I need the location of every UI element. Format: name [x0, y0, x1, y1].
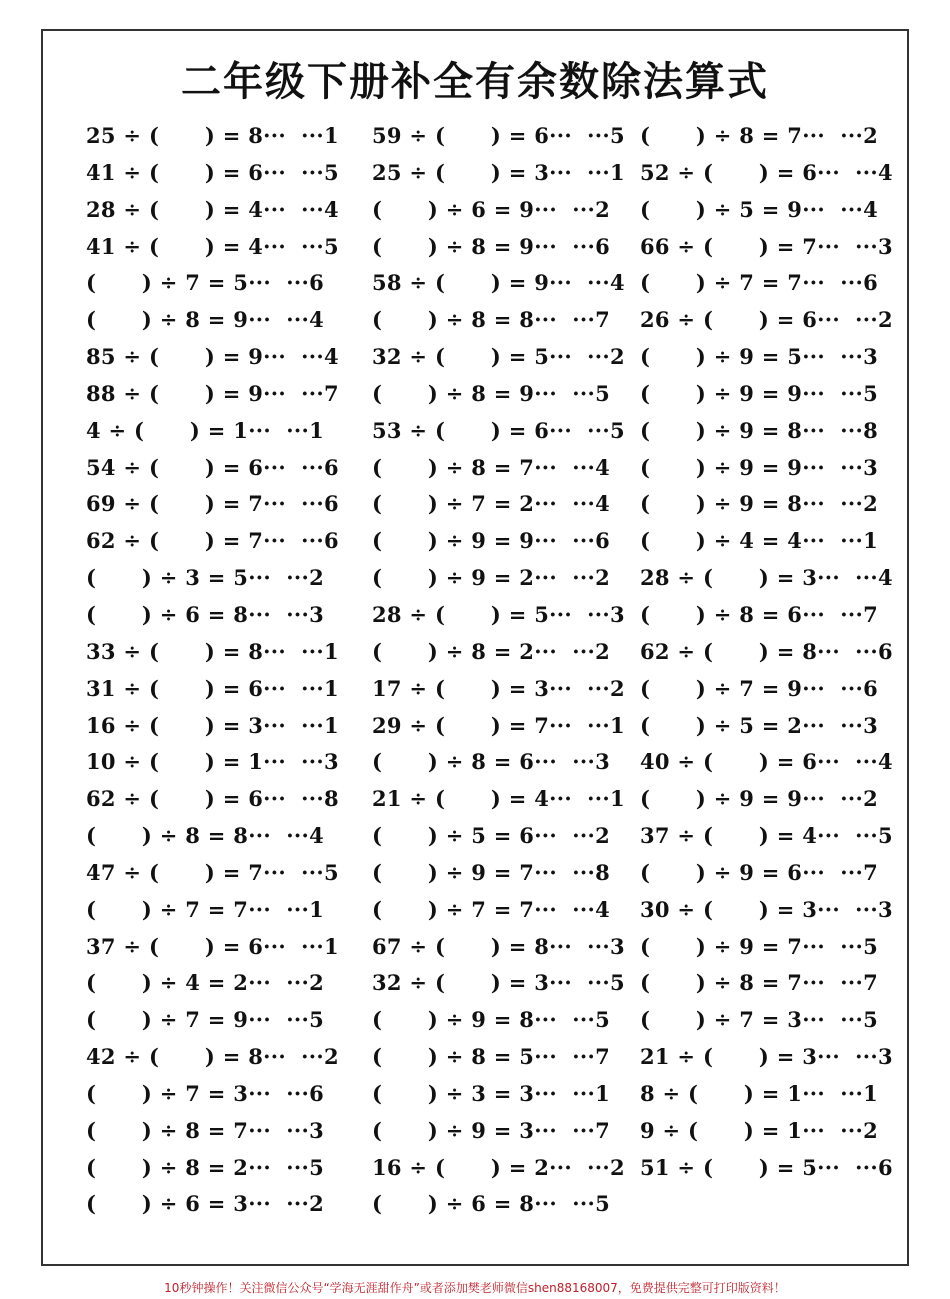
division-problem: ( ) ÷ 7 = 3··· ···6: [86, 1080, 324, 1106]
division-problem: ( ) ÷ 8 = 7··· ···3: [86, 1117, 324, 1143]
division-problem: ( ) ÷ 6 = 9··· ···2: [372, 196, 610, 222]
division-problem: 37 ÷ ( ) = 4··· ···5: [640, 823, 893, 849]
division-problem: ( ) ÷ 9 = 5··· ···3: [640, 344, 878, 370]
division-problem: ( ) ÷ 7 = 7··· ···4: [372, 896, 610, 922]
division-problem: 17 ÷ ( ) = 3··· ···2: [372, 675, 625, 701]
division-problem: ( ) ÷ 9 = 9··· ···2: [640, 786, 878, 812]
division-problem: 62 ÷ ( ) = 7··· ···6: [86, 528, 339, 554]
division-problem: ( ) ÷ 6 = 8··· ···3: [86, 601, 324, 627]
division-problem: 25 ÷ ( ) = 3··· ···1: [372, 159, 625, 185]
division-problem: 47 ÷ ( ) = 7··· ···5: [86, 859, 339, 885]
division-problem: 52 ÷ ( ) = 6··· ···4: [640, 159, 893, 185]
division-problem: ( ) ÷ 9 = 9··· ···3: [640, 454, 878, 480]
division-problem: 51 ÷ ( ) = 5··· ···6: [640, 1154, 893, 1180]
division-problem: ( ) ÷ 5 = 6··· ···2: [372, 823, 610, 849]
division-problem: ( ) ÷ 8 = 7··· ···4: [372, 454, 610, 480]
division-problem: ( ) ÷ 8 = 2··· ···5: [86, 1154, 324, 1180]
division-problem: 42 ÷ ( ) = 8··· ···2: [86, 1044, 339, 1070]
division-problem: ( ) ÷ 9 = 9··· ···5: [640, 380, 878, 406]
division-problem: 16 ÷ ( ) = 3··· ···1: [86, 712, 339, 738]
division-problem: 40 ÷ ( ) = 6··· ···4: [640, 749, 893, 775]
division-problem: 28 ÷ ( ) = 5··· ···3: [372, 601, 625, 627]
division-problem: ( ) ÷ 4 = 2··· ···2: [86, 970, 324, 996]
division-problem: ( ) ÷ 9 = 8··· ···5: [372, 1007, 610, 1033]
division-problem: 85 ÷ ( ) = 9··· ···4: [86, 344, 339, 370]
division-problem: 30 ÷ ( ) = 3··· ···3: [640, 896, 893, 922]
division-problem: ( ) ÷ 7 = 7··· ···6: [640, 270, 878, 296]
division-problem: ( ) ÷ 7 = 9··· ···5: [86, 1007, 324, 1033]
division-problem: 4 ÷ ( ) = 1··· ···1: [86, 417, 324, 443]
division-problem: ( ) ÷ 8 = 6··· ···7: [640, 601, 878, 627]
division-problem: 88 ÷ ( ) = 9··· ···7: [86, 380, 339, 406]
division-problem: 25 ÷ ( ) = 8··· ···1: [86, 123, 339, 148]
division-problem: ( ) ÷ 5 = 9··· ···4: [640, 196, 878, 222]
division-problem: ( ) ÷ 8 = 9··· ···5: [372, 380, 610, 406]
division-problem: 28 ÷ ( ) = 3··· ···4: [640, 565, 893, 591]
division-problem: 62 ÷ ( ) = 8··· ···6: [640, 638, 893, 664]
division-problem: 26 ÷ ( ) = 6··· ···2: [640, 307, 893, 333]
division-problem: ( ) ÷ 8 = 8··· ···4: [86, 823, 324, 849]
division-problem: 9 ÷ ( ) = 1··· ···2: [640, 1117, 878, 1143]
division-problem: ( ) ÷ 9 = 8··· ···2: [640, 491, 878, 517]
division-problem: ( ) ÷ 8 = 8··· ···7: [372, 307, 610, 333]
division-problem: ( ) ÷ 6 = 3··· ···2: [86, 1191, 324, 1217]
division-problem: 53 ÷ ( ) = 6··· ···5: [372, 417, 625, 443]
problem-column-2: [372, 118, 632, 1223]
division-problem: 41 ÷ ( ) = 4··· ···5: [86, 233, 339, 259]
division-problem: 21 ÷ ( ) = 4··· ···1: [372, 786, 625, 812]
division-problem: 32 ÷ ( ) = 3··· ···5: [372, 970, 625, 996]
division-problem: ( ) ÷ 8 = 9··· ···4: [86, 307, 324, 333]
division-problem: ( ) ÷ 3 = 3··· ···1: [372, 1080, 610, 1106]
division-problem: ( ) ÷ 9 = 7··· ···8: [372, 859, 610, 885]
division-problem: ( ) ÷ 3 = 5··· ···2: [86, 565, 324, 591]
division-problem: ( ) ÷ 9 = 2··· ···2: [372, 565, 610, 591]
division-problem: 21 ÷ ( ) = 3··· ···3: [640, 1044, 893, 1070]
division-problem: ( ) ÷ 9 = 9··· ···6: [372, 528, 610, 554]
division-problem: ( ) ÷ 6 = 8··· ···5: [372, 1191, 610, 1217]
division-problem: 31 ÷ ( ) = 6··· ···1: [86, 675, 339, 701]
division-problem: ( ) ÷ 8 = 6··· ···3: [372, 749, 610, 775]
division-problem: ( ) ÷ 8 = 9··· ···6: [372, 233, 610, 259]
division-problem: ( ) ÷ 8 = 7··· ···7: [640, 970, 878, 996]
division-problem: 28 ÷ ( ) = 4··· ···4: [86, 196, 339, 222]
division-problem: 32 ÷ ( ) = 5··· ···2: [372, 344, 625, 370]
worksheet-title: 二年级下册补全有余数除法算式: [181, 59, 769, 105]
division-problem: ( ) ÷ 7 = 5··· ···6: [86, 270, 324, 296]
problem-column-1: [86, 118, 356, 1223]
division-problem: 10 ÷ ( ) = 1··· ···3: [86, 749, 339, 775]
division-problem: ( ) ÷ 9 = 3··· ···7: [372, 1117, 610, 1143]
division-problem: 41 ÷ ( ) = 6··· ···5: [86, 159, 339, 185]
division-problem: 29 ÷ ( ) = 7··· ···1: [372, 712, 625, 738]
division-problem: 58 ÷ ( ) = 9··· ···4: [372, 270, 625, 296]
division-problem: 69 ÷ ( ) = 7··· ···6: [86, 491, 339, 517]
division-problem: 62 ÷ ( ) = 6··· ···8: [86, 786, 339, 812]
division-problem: ( ) ÷ 9 = 8··· ···8: [640, 417, 878, 443]
division-problem: ( ) ÷ 7 = 3··· ···5: [640, 1007, 878, 1033]
division-problem: 66 ÷ ( ) = 7··· ···3: [640, 233, 893, 259]
division-problem: ( ) ÷ 8 = 7··· ···2: [640, 123, 878, 148]
division-problem: ( ) ÷ 7 = 2··· ···4: [372, 491, 610, 517]
division-problem: ( ) ÷ 9 = 7··· ···5: [640, 933, 878, 959]
division-problem: 16 ÷ ( ) = 2··· ···2: [372, 1154, 625, 1180]
problem-column-3: [640, 118, 900, 1186]
division-problem: 8 ÷ ( ) = 1··· ···1: [640, 1080, 878, 1106]
division-problem: ( ) ÷ 5 = 2··· ···3: [640, 712, 878, 738]
division-problem: ( ) ÷ 7 = 7··· ···1: [86, 896, 324, 922]
division-problem: ( ) ÷ 9 = 6··· ···7: [640, 859, 878, 885]
division-problem: 33 ÷ ( ) = 8··· ···1: [86, 638, 339, 664]
division-problem: ( ) ÷ 8 = 2··· ···2: [372, 638, 610, 664]
division-problem: 37 ÷ ( ) = 6··· ···1: [86, 933, 339, 959]
division-problem: 54 ÷ ( ) = 6··· ···6: [86, 454, 339, 480]
division-problem: 59 ÷ ( ) = 6··· ···5: [372, 123, 625, 148]
division-problem: ( ) ÷ 7 = 9··· ···6: [640, 675, 878, 701]
division-problem: ( ) ÷ 8 = 5··· ···7: [372, 1044, 610, 1070]
division-problem: ( ) ÷ 4 = 4··· ···1: [640, 528, 878, 554]
division-problem: 67 ÷ ( ) = 8··· ···3: [372, 933, 625, 959]
footer-note: 10秒钟操作！关注微信公众号“学海无涯甜作舟”或者添加樊老师微信shen88168007，免费提供完整可打印版资料！: [164, 1281, 786, 1295]
